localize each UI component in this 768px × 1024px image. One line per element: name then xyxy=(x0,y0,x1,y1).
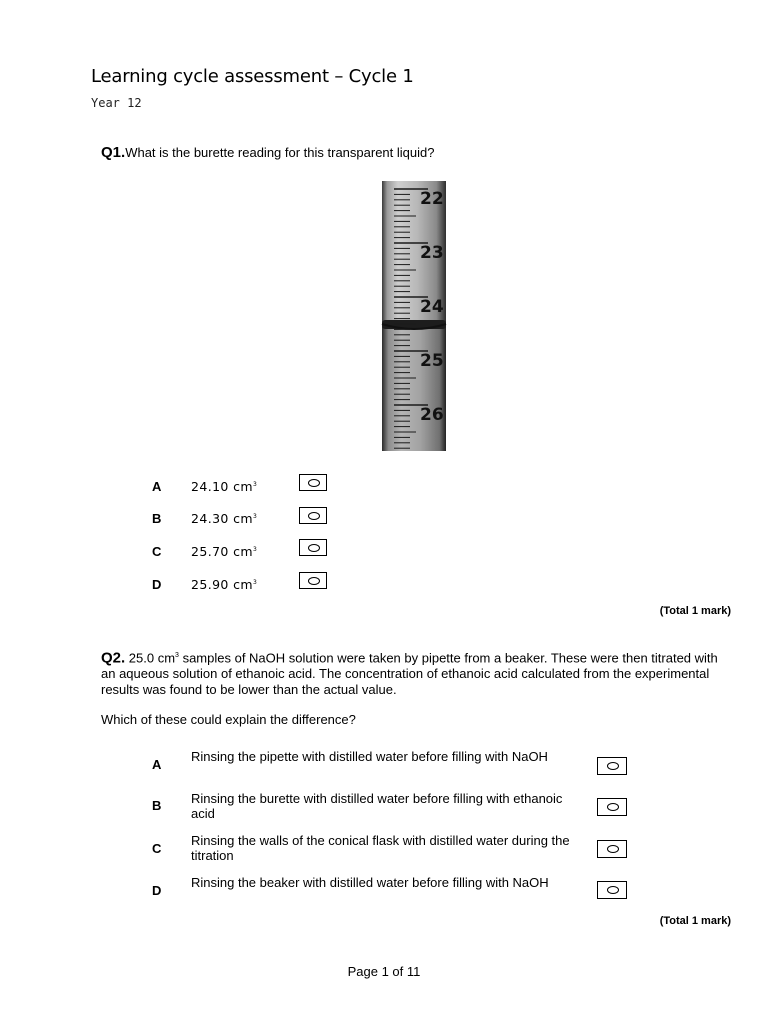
q1-text: What is the burette reading for this transparent liquid? xyxy=(125,145,435,160)
scale-label-26: 26 xyxy=(420,405,444,425)
q2-option-a-text: Rinsing the pipette with distilled water before filling with NaOH xyxy=(191,749,548,764)
scale-label-25: 25 xyxy=(420,351,444,371)
q1-option-d-letter: D xyxy=(152,577,162,592)
q2-option-a-letter: A xyxy=(152,757,162,772)
answer-oval-icon xyxy=(308,544,320,552)
q2-prompt: Which of these could explain the difference? xyxy=(101,712,356,727)
q2-option-c-text: Rinsing the walls of the conical flask with distilled water during the titration xyxy=(191,833,570,863)
q1-option-b-letter: B xyxy=(152,511,162,526)
q2-option-b-answer-box[interactable] xyxy=(597,798,627,816)
q1-number: Q1. xyxy=(101,144,126,161)
q1-option-c-answer-box[interactable] xyxy=(299,539,327,556)
answer-oval-icon xyxy=(607,762,619,770)
q1-option-a-letter: A xyxy=(152,479,162,494)
scale-label-23: 23 xyxy=(420,243,444,263)
page-title: Learning cycle assessment – Cycle 1 xyxy=(91,66,414,87)
answer-oval-icon xyxy=(308,512,320,520)
page-number: Page 1 of 11 xyxy=(347,964,421,979)
q1-option-c-letter: C xyxy=(152,544,162,559)
q2-option-d-text: Rinsing the beaker with distilled water before filling with NaOH xyxy=(191,875,549,890)
q1-option-b-value: 24.30 $cm^3$ xyxy=(191,511,258,526)
q1-option-d-answer-box[interactable] xyxy=(299,572,327,589)
q1-option-a-answer-box[interactable] xyxy=(299,474,327,491)
answer-oval-icon xyxy=(308,479,320,487)
q2-option-d-letter: D xyxy=(152,883,162,898)
q2-option-c-letter: C xyxy=(152,841,162,856)
q2-option-a-answer-box[interactable] xyxy=(597,757,627,775)
burette-photo xyxy=(380,181,448,451)
q2-total-marks: (Total 1 mark) xyxy=(659,915,731,927)
year-label: Year 12 xyxy=(91,96,142,110)
q1-heading xyxy=(101,145,434,161)
q2-number: Q2. xyxy=(101,649,126,667)
answer-oval-icon xyxy=(607,886,619,894)
q2-option-b-text: Rinsing the burette with distilled water before filling with ethanoic acid xyxy=(191,791,563,821)
q1-option-a-value: 24.10 $cm^3$ xyxy=(191,479,258,494)
q2-option-c-answer-box[interactable] xyxy=(597,840,627,858)
q2-option-d-answer-box[interactable] xyxy=(597,881,627,899)
q1-option-d-value: 25.90 $cm^3$ xyxy=(191,577,258,592)
answer-oval-icon xyxy=(308,577,320,585)
q1-option-b-answer-box[interactable] xyxy=(299,507,327,524)
burette-image xyxy=(380,181,448,451)
answer-oval-icon xyxy=(607,803,619,811)
answer-oval-icon xyxy=(607,845,619,853)
q1-option-c-value: 25.70 $cm^3$ xyxy=(191,544,258,559)
scale-label-24: 24 xyxy=(420,297,444,317)
scale-label-22: 22 xyxy=(420,189,444,209)
q1-total-marks: (Total 1 mark) xyxy=(659,605,731,617)
q2-stem: Q2. 25.0 $cm^3$ samples of NaOH solution were taken by pipette from a beaker. These were then titrated with an aqueous solution of ethanoic acid. The concentration of ethanoic acid calculated from the experimental results was found to be lower than the actual value. xyxy=(101,649,718,698)
q2-option-b-letter: B xyxy=(152,798,162,813)
